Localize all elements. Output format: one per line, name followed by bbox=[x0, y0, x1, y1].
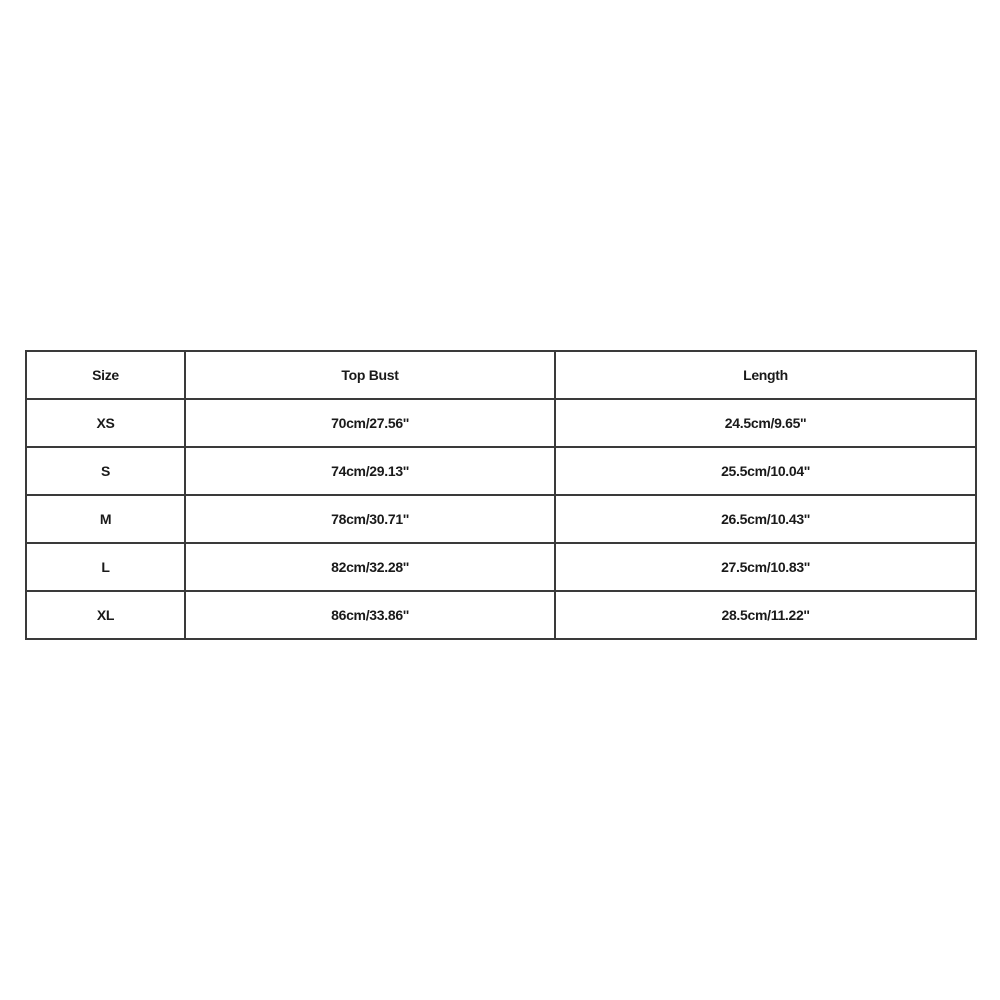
table-row bbox=[26, 543, 976, 591]
cell-length: 26.5cm/10.43'' bbox=[555, 495, 976, 543]
cell-top-bust: 82cm/32.28'' bbox=[185, 543, 555, 591]
table-row bbox=[26, 495, 976, 543]
header-top-bust: Top Bust bbox=[185, 351, 555, 399]
cell-top-bust: 78cm/30.71'' bbox=[185, 495, 555, 543]
size-chart-table bbox=[25, 350, 977, 640]
table-row bbox=[26, 399, 976, 447]
cell-length: 27.5cm/10.83'' bbox=[555, 543, 976, 591]
cell-length: 25.5cm/10.04'' bbox=[555, 447, 976, 495]
header-length: Length bbox=[555, 351, 976, 399]
cell-size: XS bbox=[26, 399, 185, 447]
cell-size: XL bbox=[26, 591, 185, 639]
cell-top-bust: 74cm/29.13'' bbox=[185, 447, 555, 495]
header-size: Size bbox=[26, 351, 185, 399]
cell-size: S bbox=[26, 447, 185, 495]
table-header-row bbox=[26, 351, 976, 399]
cell-top-bust: 70cm/27.56'' bbox=[185, 399, 555, 447]
cell-size: L bbox=[26, 543, 185, 591]
table-row bbox=[26, 447, 976, 495]
cell-size: M bbox=[26, 495, 185, 543]
cell-length: 24.5cm/9.65'' bbox=[555, 399, 976, 447]
cell-length: 28.5cm/11.22'' bbox=[555, 591, 976, 639]
cell-top-bust: 86cm/33.86'' bbox=[185, 591, 555, 639]
table-row bbox=[26, 591, 976, 639]
